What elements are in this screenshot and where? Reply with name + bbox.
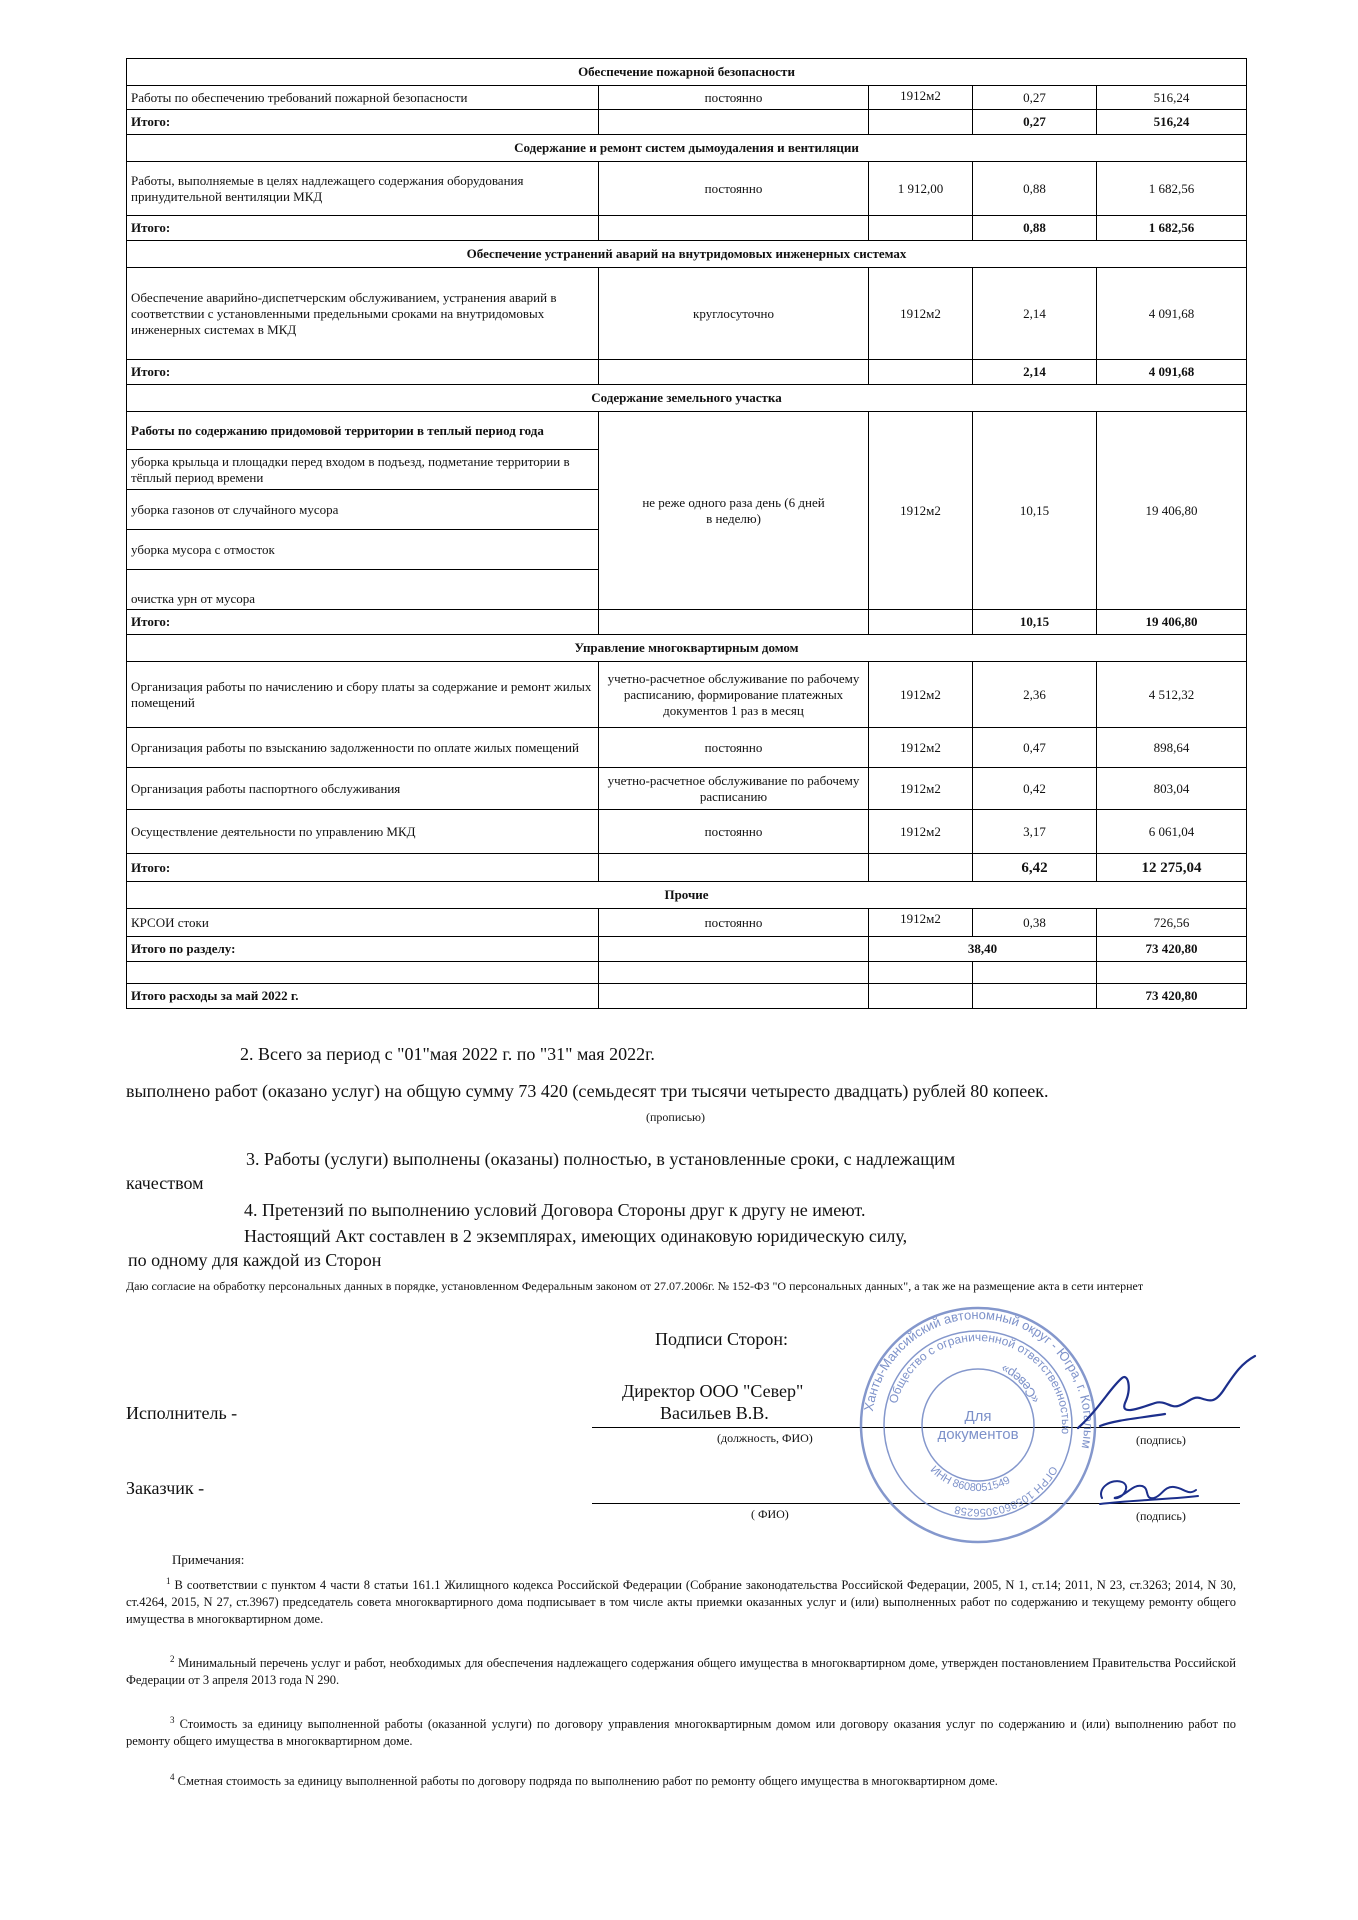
total-rate: 2,14 [973, 360, 1097, 385]
section-title: Обеспечение устранений аварий на внутридомовых инженерных системах [127, 241, 1247, 268]
note-3 [126, 1712, 1236, 1750]
work-name: Организация работы по взысканию задолженности по оплате жилых помещений [127, 728, 599, 768]
work-rate: 0,42 [973, 768, 1097, 810]
work-rate: 0,38 [973, 909, 1097, 937]
paragraph-4: 4. Претензий по выполнению условий Договора Стороны друг к другу не имеют. [244, 1200, 866, 1220]
section-title: Содержание и ремонт систем дымоудаления и вентиляции [127, 135, 1247, 162]
work-amount: 898,64 [1097, 728, 1247, 768]
grand-total-row [127, 984, 1247, 1009]
work-frequency: учетно-расчетное обслуживание по рабочему расписанию [599, 768, 869, 810]
total-label: Итого по разделу: [127, 937, 599, 962]
work-rate: 2,36 [973, 662, 1097, 728]
total-row [127, 216, 1247, 241]
table-row [127, 768, 1247, 810]
work-amount: 803,04 [1097, 768, 1247, 810]
section-header-row [127, 59, 1247, 86]
stamp-inn-text: ИНН 8608051549 [927, 1463, 1013, 1495]
table-row [127, 728, 1247, 768]
section-header-row [127, 135, 1247, 162]
stamp-center-line-1: Для [964, 1408, 992, 1425]
work-area: 1912м2 [869, 909, 973, 937]
total-rate: 6,42 [973, 854, 1097, 882]
work-rate: 10,15 [973, 412, 1097, 610]
work-frequency [599, 412, 869, 610]
table-row [127, 412, 1247, 450]
work-area: 1912м2 [869, 412, 973, 610]
total-amount: 4 091,68 [1097, 360, 1247, 385]
work-item: уборка мусора с отмосток [127, 530, 599, 570]
total-rate: 10,15 [973, 610, 1097, 635]
table-row [127, 810, 1247, 854]
stamp-ogrn-text: ОГРН 1058603056258 [953, 1463, 1060, 1519]
stamp-center-line-2: документов [937, 1426, 1019, 1443]
section-title: Содержание земельного участка [127, 385, 1247, 412]
total-rate: 0,27 [973, 110, 1097, 135]
work-rate: 0,27 [973, 86, 1097, 110]
total-row [127, 610, 1247, 635]
consent-text: Даю согласие на обработку персональных данных в порядке, установленном Федеральным законом от 27.07.2006г. № 152-ФЗ "О персональных данных", а так же на размещение акта в сети интернет [126, 1279, 1144, 1293]
work-amount: 4 512,32 [1097, 662, 1247, 728]
executor-label: Исполнитель - [126, 1403, 238, 1423]
empty-row [127, 962, 1247, 984]
grand-total-amount: 73 420,80 [1097, 984, 1247, 1009]
work-name: Организация работы паспортного обслуживания [127, 768, 599, 810]
work-frequency: постоянно [599, 810, 869, 854]
total-amount: 12 275,04 [1097, 854, 1247, 882]
work-area: 1912м2 [869, 728, 973, 768]
note-text: Сметная стоимость за единицу выполненной работы по договору подряда по выполнению работ по ремонту общего имущества в многоквартирном доме. [177, 1774, 998, 1789]
company-stamp [858, 1305, 1098, 1545]
executor-name: Васильев В.В. [660, 1403, 769, 1423]
work-amount: 19 406,80 [1097, 412, 1247, 610]
work-rate: 3,17 [973, 810, 1097, 854]
stamp-inner-text: Общество с ограниченной ответственностью [886, 1329, 1074, 1435]
work-rate: 0,47 [973, 728, 1097, 768]
work-rate: 2,14 [973, 268, 1097, 360]
paragraph-2-line-1: 2. Всего за период с "01"мая 2022 г. по "31" мая 2022г. [240, 1044, 655, 1064]
work-item: уборка крыльца и площадки перед входом в подъезд, подметание территории в тёплый период времени [127, 450, 599, 490]
note-2 [126, 1651, 1236, 1689]
note-text: Стоимость за единицу выполненной работы (оказанной услуги) по договору управления многоквартирным домом или договору оказания услуг по содержанию и (или) выполнению работ по ремонту общего имущества в многоквартирном доме. [126, 1717, 1236, 1749]
work-frequency: постоянно [599, 86, 869, 110]
frequency-text: не реже одного раза день (6 дней в неделю) [642, 494, 825, 526]
note-4 [126, 1769, 1236, 1790]
customer-signature-hint: (подпись) [1136, 1509, 1186, 1523]
signatures-heading: Подписи Сторон: [655, 1329, 789, 1349]
work-item: очистка урн от мусора [127, 570, 599, 610]
total-amount: 1 682,56 [1097, 216, 1247, 241]
note-mark: 3 [170, 1715, 175, 1725]
table-row [127, 162, 1247, 216]
work-amount: 516,24 [1097, 86, 1247, 110]
total-rate: 38,40 [869, 937, 1097, 962]
note-mark: 1 [166, 1576, 171, 1586]
section-header-row [127, 635, 1247, 662]
total-label: Итого: [127, 360, 599, 385]
work-rate: 0,88 [973, 162, 1097, 216]
total-amount: 19 406,80 [1097, 610, 1247, 635]
total-row [127, 110, 1247, 135]
table-row [127, 268, 1247, 360]
work-frequency: постоянно [599, 162, 869, 216]
total-amount: 516,24 [1097, 110, 1247, 135]
work-name: Работы по обеспечению требований пожарной безопасности [127, 86, 599, 110]
note-text: В соответствии с пунктом 4 части 8 статьи 161.1 Жилищного кодекса Российской Федерации (Собрание законодательства Российской Федерации, 2005, N 1, ст.14; 2011, N 23, ст.3263; 2014, N 30, ст.4264, 2015, N 27, ст.3967) председатель совета многоквартирного дома подписывает в том числе акты приемки оказанных услуг и (или) выполненных работ по содержанию и текущему ремонту общего имущества в многоквартирном доме. [126, 1578, 1236, 1627]
executor-signature [1070, 1348, 1270, 1443]
total-row [127, 854, 1247, 882]
work-name: Осуществление деятельности по управлению МКД [127, 810, 599, 854]
table-row [127, 662, 1247, 728]
customer-label: Заказчик - [126, 1478, 205, 1498]
note-mark: 4 [170, 1772, 175, 1782]
note-mark: 2 [170, 1654, 175, 1664]
customer-signature [1092, 1470, 1202, 1510]
work-frequency: постоянно [599, 728, 869, 768]
works-table [126, 58, 1247, 1009]
total-amount: 73 420,80 [1097, 937, 1247, 962]
work-frequency: постоянно [599, 909, 869, 937]
section-title: Обеспечение пожарной безопасности [127, 59, 1247, 86]
executor-position-hint: (должность, ФИО) [717, 1431, 813, 1445]
table-row [127, 86, 1247, 110]
note-text: Минимальный перечень услуг и работ, необходимых для обеспечения надлежащего содержания общего имущества в многоквартирном доме, утвержден постановлением Правительства Российской Федерации от 3 апреля 2013 года N 290. [126, 1656, 1236, 1688]
total-row [127, 360, 1247, 385]
work-item: уборка газонов от случайного мусора [127, 490, 599, 530]
work-name: КРСОИ стоки [127, 909, 599, 937]
total-label: Итого: [127, 610, 599, 635]
table-row [127, 909, 1247, 937]
stamp-outer-text: Ханты-Мансийский автономный округ - Югра, г. Когалым [860, 1306, 1097, 1451]
work-area: 1912м2 [869, 662, 973, 728]
work-area: 1 912,00 [869, 162, 973, 216]
work-amount: 4 091,68 [1097, 268, 1247, 360]
notes-heading: Примечания: [172, 1552, 245, 1567]
section-header-row [127, 241, 1247, 268]
work-amount: 1 682,56 [1097, 162, 1247, 216]
section-header-row [127, 385, 1247, 412]
total-label: Итого: [127, 854, 599, 882]
paragraph-5-line-1: Настоящий Акт составлен в 2 экземплярах, имеющих одинаковую юридическую силу, [244, 1226, 908, 1246]
executor-signature-hint: (подпись) [1136, 1433, 1186, 1447]
paragraph-2-line-2: выполнено работ (оказано услуг) на общую сумму 73 420 (семьдесят три тысячи четыресто двадцать) рублей 80 копеек. [126, 1081, 1049, 1101]
work-frequency: учетно-расчетное обслуживание по рабочему расписанию, формирование платежных документов 1 раз в месяц [599, 662, 869, 728]
paragraph-5-line-2: по одному для каждой из Сторон [128, 1250, 382, 1270]
work-name: Работы, выполняемые в целях надлежащего содержания оборудования принудительной вентиляции МКД [127, 162, 599, 216]
work-area: 1912м2 [869, 768, 973, 810]
work-area: 1912м2 [869, 86, 973, 110]
work-amount: 6 061,04 [1097, 810, 1247, 854]
executor-position: Директор ООО "Север" [622, 1381, 804, 1401]
paragraph-3-line-2: качеством [126, 1173, 204, 1193]
total-label: Итого: [127, 216, 599, 241]
stamp-org-text: «Север» [998, 1361, 1043, 1406]
group-header: Работы по содержанию придомовой территории в теплый период года [127, 412, 599, 450]
grand-total-label: Итого расходы за май 2022 г. [127, 984, 599, 1009]
work-frequency: круглосуточно [599, 268, 869, 360]
paragraph-2-hint: (прописью) [646, 1110, 706, 1124]
work-area: 1912м2 [869, 810, 973, 854]
work-name: Организация работы по начислению и сбору платы за содержание и ремонт жилых помещений [127, 662, 599, 728]
work-amount: 726,56 [1097, 909, 1247, 937]
work-name: Обеспечение аварийно-диспетчерским обслуживанием, устранения аварий в соответствии с установленными предельными сроками на внутридомовых инженерных системах в МКД [127, 268, 599, 360]
customer-name-hint: ( ФИО) [751, 1507, 789, 1521]
section-header-row [127, 882, 1247, 909]
total-row [127, 937, 1247, 962]
work-area: 1912м2 [869, 268, 973, 360]
section-title: Прочие [127, 882, 1247, 909]
note-1 [126, 1573, 1236, 1628]
paragraph-3-line-1: 3. Работы (услуги) выполнены (оказаны) полностью, в установленные сроки, с надлежащим [246, 1149, 956, 1169]
total-rate: 0,88 [973, 216, 1097, 241]
section-title: Управление многоквартирным домом [127, 635, 1247, 662]
total-label: Итого: [127, 110, 599, 135]
